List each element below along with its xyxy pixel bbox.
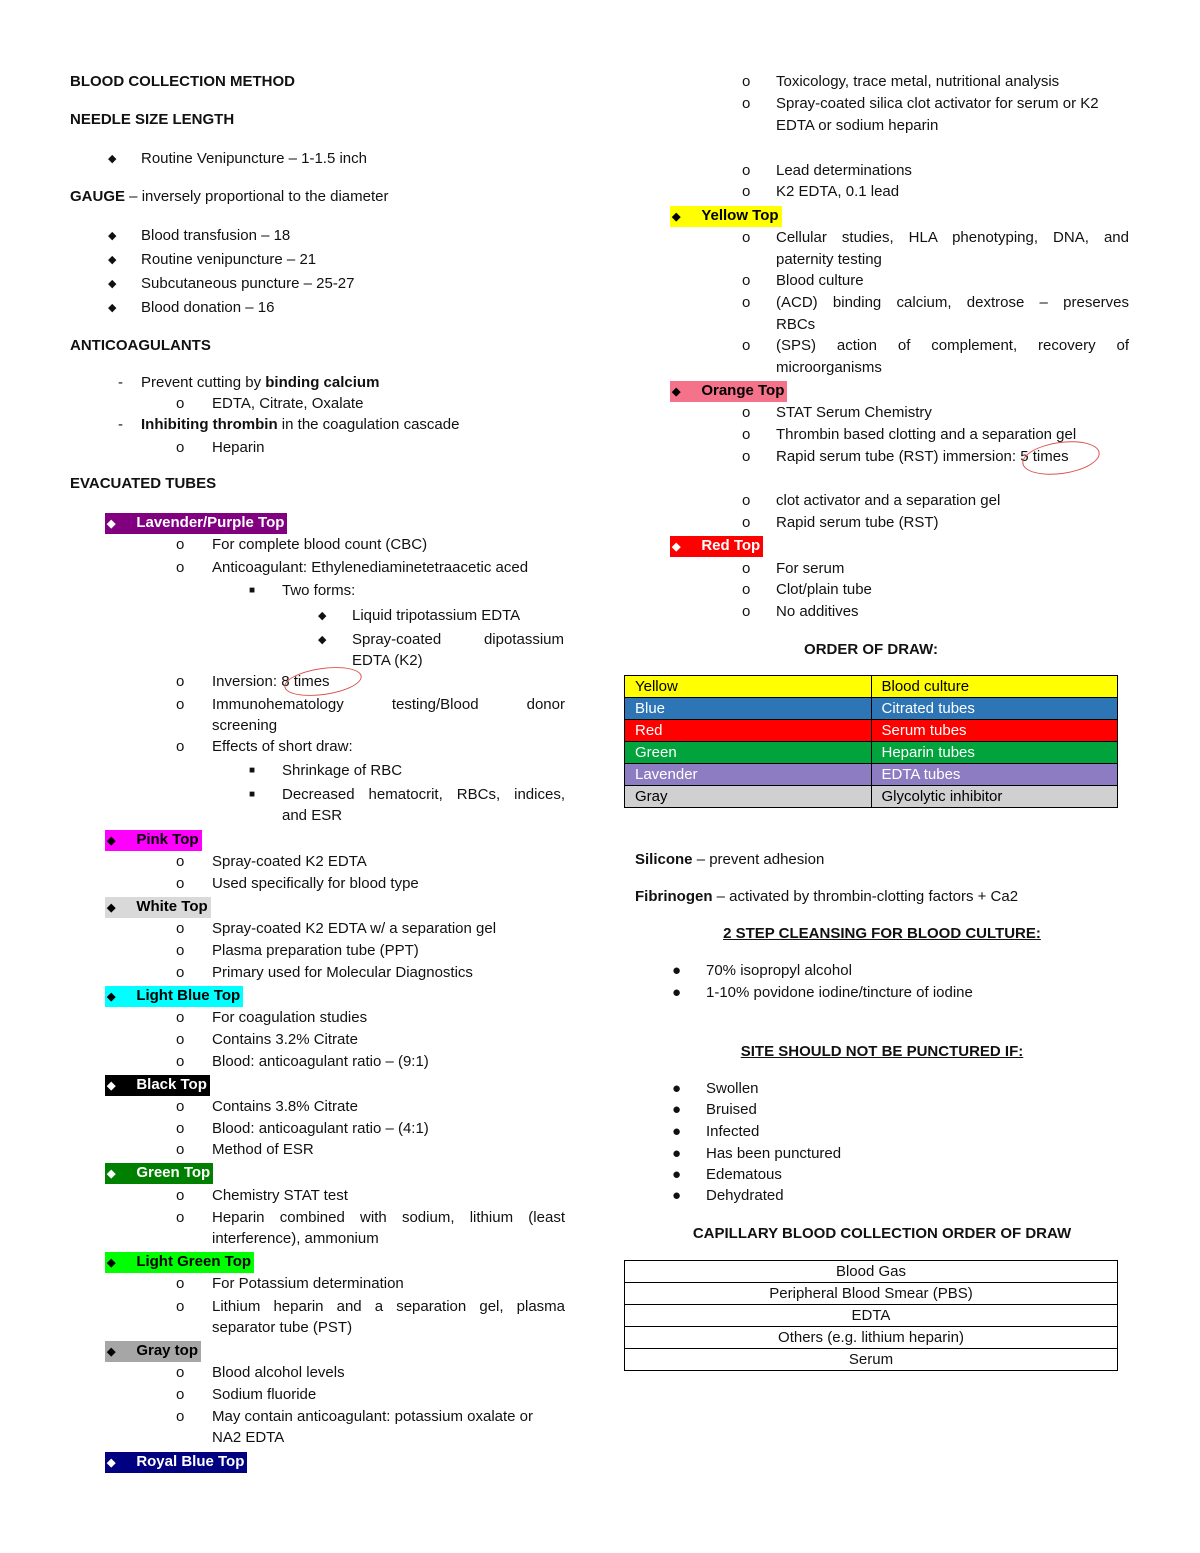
order-desc-cell: Heparin tubes: [871, 742, 1118, 764]
list-item: Decreased hematocrit, RBCs, indices,: [282, 786, 565, 803]
list-item: microorganisms: [776, 359, 882, 376]
list-item: Liquid tripotassium EDTA: [352, 607, 521, 624]
circle-bullet-icon: o: [176, 964, 185, 981]
circle-bullet-icon: o: [176, 1364, 185, 1381]
anticoag-heading: ANTICOAGULANTS: [70, 337, 211, 354]
document-title: BLOOD COLLECTION METHOD: [70, 73, 295, 90]
circle-bullet-icon: o: [742, 337, 751, 354]
bullet-icon: ◆: [318, 634, 327, 646]
dash-icon: -: [118, 374, 123, 391]
dot-bullet-icon: ●: [672, 1123, 682, 1140]
list-item: Sodium fluoride: [212, 1386, 317, 1403]
circle-bullet-icon: o: [742, 95, 751, 112]
circle-bullet-icon: o: [176, 673, 185, 690]
tube-label-green: ◆ Green Top: [105, 1163, 213, 1184]
list-item: Edematous: [706, 1166, 782, 1183]
list-item: Swollen: [706, 1080, 759, 1097]
capillary-table: [624, 1260, 1118, 1371]
circle-bullet-icon: o: [742, 162, 751, 179]
list-item: Dehydrated: [706, 1187, 784, 1204]
list-item: and ESR: [282, 807, 343, 824]
gauge-item: Blood transfusion – 18: [141, 227, 291, 244]
list-item: interference), ammonium: [212, 1230, 379, 1247]
list-item: (SPS) action of complement, recovery of: [776, 337, 1129, 354]
anticoag-sub: Heparin: [212, 439, 265, 456]
tube-label-gray: ◆ Gray top: [105, 1341, 201, 1362]
list-item: Shrinkage of RBC: [282, 762, 403, 779]
list-item: Blood: anticoagulant ratio – (9:1): [212, 1053, 429, 1070]
order-of-draw-table: [624, 675, 1118, 808]
list-item: Spray-coated K2 EDTA: [212, 853, 367, 870]
gauge-item: Subcutaneous puncture – 25-27: [141, 275, 355, 292]
anticoag-item: Prevent cutting by binding calcium: [141, 374, 380, 391]
list-item: For coagulation studies: [212, 1009, 368, 1026]
circle-bullet-icon: o: [176, 1275, 185, 1292]
circle-bullet-icon: o: [742, 603, 751, 620]
list-item: Spray-coated silica clot activator for serum or K2: [776, 95, 1099, 112]
table-cell: Peripheral Blood Smear (PBS): [625, 1283, 1118, 1305]
order-row: [625, 764, 1118, 786]
bullet-icon: ◆: [108, 153, 117, 165]
dot-bullet-icon: ●: [672, 1101, 682, 1118]
inversion-text: Inversion: 8 times: [212, 673, 330, 690]
dot-bullet-icon: ●: [672, 1187, 682, 1204]
list-item: Bruised: [706, 1101, 757, 1118]
list-item: Toxicology, trace metal, nutritional analysis: [776, 73, 1060, 90]
list-item: separator tube (PST): [212, 1319, 353, 1336]
dot-bullet-icon: ●: [672, 984, 682, 1001]
order-tube-cell: Yellow: [625, 676, 872, 698]
bullet-icon: ◆: [318, 610, 327, 622]
list-item: Lead determinations: [776, 162, 912, 179]
list-item: Spray-coated K2 EDTA w/ a separation gel: [212, 920, 497, 937]
list-item: Plasma preparation tube (PPT): [212, 942, 419, 959]
list-item: K2 EDTA, 0.1 lead: [776, 183, 900, 200]
list-item: No additives: [776, 603, 859, 620]
order-tube-cell: Gray: [625, 786, 872, 808]
circle-bullet-icon: o: [176, 439, 185, 456]
square-bullet-icon: ■: [249, 789, 256, 800]
order-row: [625, 720, 1118, 742]
needle-heading: NEEDLE SIZE LENGTH: [70, 111, 235, 128]
list-item: Primary used for Molecular Diagnostics: [212, 964, 473, 981]
order-desc-cell: Glycolytic inhibitor: [871, 786, 1118, 808]
dot-bullet-icon: ●: [672, 962, 682, 979]
tube-label-yellow: ◆ Yellow Top: [670, 206, 782, 227]
list-item: Heparin combined with sodium, lithium (least: [212, 1209, 565, 1226]
list-item: Lithium heparin and a separation gel, plasma: [212, 1298, 565, 1315]
circle-bullet-icon: o: [742, 448, 751, 465]
circle-bullet-icon: o: [176, 1031, 185, 1048]
tube-label-white: ◆ White Top: [105, 897, 211, 918]
capillary-heading: CAPILLARY BLOOD COLLECTION ORDER OF DRAW: [692, 1225, 1072, 1242]
list-item: Rapid serum tube (RST) immersion: 5 times: [776, 448, 1069, 465]
dot-bullet-icon: ●: [672, 1145, 682, 1162]
list-item: Contains 3.2% Citrate: [212, 1031, 358, 1048]
circle-bullet-icon: o: [742, 514, 751, 531]
list-item: For serum: [776, 560, 845, 577]
list-item: Method of ESR: [212, 1141, 314, 1158]
circle-bullet-icon: o: [176, 875, 185, 892]
list-item: NA2 EDTA: [212, 1429, 285, 1446]
circle-bullet-icon: o: [176, 1053, 185, 1070]
tube-label-royal-blue: ◆ Royal Blue Top: [105, 1452, 247, 1473]
list-item: clot activator and a separation gel: [776, 492, 1001, 509]
gauge-line: [70, 187, 389, 207]
fibrinogen-line: Fibrinogen – activated by thrombin-clotting factors + Ca2: [635, 888, 1019, 905]
list-item: Clot/plain tube: [776, 581, 872, 598]
table-cell: Others (e.g. lithium heparin): [625, 1327, 1118, 1349]
circle-bullet-icon: o: [176, 1298, 185, 1315]
list-item: Two forms:: [282, 582, 356, 599]
bullet-icon: ◆: [108, 278, 117, 290]
order-heading: ORDER OF DRAW:: [804, 641, 938, 658]
tube-label-lavender: ◆ Lavender/Purple Top: [105, 513, 287, 534]
list-item: Blood culture: [776, 272, 864, 289]
list-item: For complete blood count (CBC): [212, 536, 428, 553]
list-item: Blood alcohol levels: [212, 1364, 345, 1381]
order-tube-cell: Red: [625, 720, 872, 742]
gauge-label: GAUGE: [70, 188, 126, 205]
circle-bullet-icon: o: [742, 492, 751, 509]
table-cell: EDTA: [625, 1305, 1118, 1327]
circle-bullet-icon: o: [176, 942, 185, 959]
list-item: May contain anticoagulant: potassium oxalate or: [212, 1408, 534, 1425]
list-item: Immunohematology testing/Blood donor: [212, 696, 565, 713]
circle-bullet-icon: o: [742, 404, 751, 421]
order-row: [625, 742, 1118, 764]
dash-icon: -: [118, 416, 123, 433]
circle-bullet-icon: o: [742, 73, 751, 90]
circle-bullet-icon: o: [176, 536, 185, 553]
table-cell: Blood Gas: [625, 1261, 1118, 1283]
circle-bullet-icon: o: [176, 696, 185, 713]
circle-bullet-icon: o: [742, 229, 751, 246]
circle-bullet-icon: o: [176, 1386, 185, 1403]
table-cell: Serum: [625, 1349, 1118, 1371]
circle-bullet-icon: o: [176, 1408, 185, 1425]
circle-bullet-icon: o: [176, 1098, 185, 1115]
order-tube-cell: Lavender: [625, 764, 872, 786]
circle-bullet-icon: o: [742, 183, 751, 200]
dot-bullet-icon: ●: [672, 1166, 682, 1183]
circle-bullet-icon: o: [176, 738, 185, 755]
tube-label-black: ◆ Black Top: [105, 1075, 210, 1096]
table-row: [625, 1283, 1118, 1305]
circle-bullet-icon: o: [176, 1209, 185, 1226]
circle-bullet-icon: o: [176, 1141, 185, 1158]
circle-bullet-icon: o: [742, 581, 751, 598]
tube-label-red: ◆ Red Top: [670, 536, 763, 557]
circle-bullet-icon: o: [742, 272, 751, 289]
tube-label-pink: ◆ Pink Top: [105, 830, 202, 851]
square-bullet-icon: ■: [249, 765, 256, 776]
site-heading: SITE SHOULD NOT BE PUNCTURED IF:: [740, 1043, 1024, 1060]
list-item: STAT Serum Chemistry: [776, 404, 932, 421]
list-item: RBCs: [776, 316, 816, 333]
order-desc-cell: Blood culture: [871, 676, 1118, 698]
circle-bullet-icon: o: [176, 920, 185, 937]
list-item: 70% isopropyl alcohol: [706, 962, 852, 979]
list-item: Thrombin based clotting and a separation gel: [776, 426, 1077, 443]
list-item: Spray-coated dipotassium: [352, 631, 564, 648]
table-row: [625, 1349, 1118, 1371]
list-item: For Potassium determination: [212, 1275, 404, 1292]
order-row: [625, 786, 1118, 808]
table-row: [625, 1261, 1118, 1283]
table-row: [625, 1327, 1118, 1349]
evac-heading: EVACUATED TUBES: [70, 475, 217, 492]
order-tube-cell: Blue: [625, 698, 872, 720]
circle-bullet-icon: o: [176, 853, 185, 870]
list-item: Chemistry STAT test: [212, 1187, 348, 1204]
list-item: Infected: [706, 1123, 760, 1140]
gauge-text: – inversely proportional to the diameter: [125, 188, 389, 205]
circle-bullet-icon: o: [176, 1120, 185, 1137]
anticoag-sub: EDTA, Citrate, Oxalate: [212, 395, 364, 412]
gauge-item: Blood donation – 16: [141, 299, 275, 316]
circle-bullet-icon: o: [176, 559, 185, 576]
order-desc-cell: EDTA tubes: [871, 764, 1118, 786]
order-row: [625, 676, 1118, 698]
order-tube-cell: Green: [625, 742, 872, 764]
circle-bullet-icon: o: [176, 1009, 185, 1026]
silicone-line: Silicone – prevent adhesion: [635, 851, 825, 868]
list-item: (ACD) binding calcium, dextrose – preserves: [776, 294, 1129, 311]
list-item: Rapid serum tube (RST): [776, 514, 939, 531]
list-item: Effects of short draw:: [212, 738, 353, 755]
circle-bullet-icon: o: [176, 395, 185, 412]
bullet-icon: ◆: [108, 254, 117, 266]
list-item: Anticoagulant: Ethylenediaminetetraacetic aced: [212, 559, 529, 576]
tube-label-orange: ◆ Orange Top: [670, 381, 787, 402]
list-item: Blood: anticoagulant ratio – (4:1): [212, 1120, 429, 1137]
square-bullet-icon: ■: [249, 585, 256, 596]
list-item: Cellular studies, HLA phenotyping, DNA, and: [776, 229, 1129, 246]
order-desc-cell: Serum tubes: [871, 720, 1118, 742]
cleansing-heading: 2 STEP CLEANSING FOR BLOOD CULTURE:: [723, 925, 1041, 942]
needle-item: Routine Venipuncture – 1-1.5 inch: [141, 150, 367, 167]
list-item: Has been punctured: [706, 1145, 842, 1162]
list-item: Used specifically for blood type: [212, 875, 419, 892]
list-item: paternity testing: [776, 251, 882, 268]
tube-label-light-blue: ◆ Light Blue Top: [105, 986, 243, 1007]
list-item: EDTA or sodium heparin: [776, 117, 939, 134]
circle-bullet-icon: o: [742, 560, 751, 577]
list-item: EDTA (K2): [352, 652, 423, 669]
bullet-icon: ◆: [108, 230, 117, 242]
table-row: [625, 1305, 1118, 1327]
order-desc-cell: Citrated tubes: [871, 698, 1118, 720]
anticoag-item: Inhibiting thrombin in the coagulation cascade: [141, 416, 460, 433]
list-item: Contains 3.8% Citrate: [212, 1098, 358, 1115]
tube-label-light-green: ◆ Light Green Top: [105, 1252, 254, 1273]
dot-bullet-icon: ●: [672, 1080, 682, 1097]
list-item: screening: [212, 717, 278, 734]
order-row: [625, 698, 1118, 720]
list-item: 1-10% povidone iodine/tincture of iodine: [706, 984, 973, 1001]
bullet-icon: ◆: [108, 302, 117, 314]
gauge-item: Routine venipuncture – 21: [141, 251, 317, 268]
circle-bullet-icon: o: [742, 426, 751, 443]
circle-bullet-icon: o: [176, 1187, 185, 1204]
circle-bullet-icon: o: [742, 294, 751, 311]
